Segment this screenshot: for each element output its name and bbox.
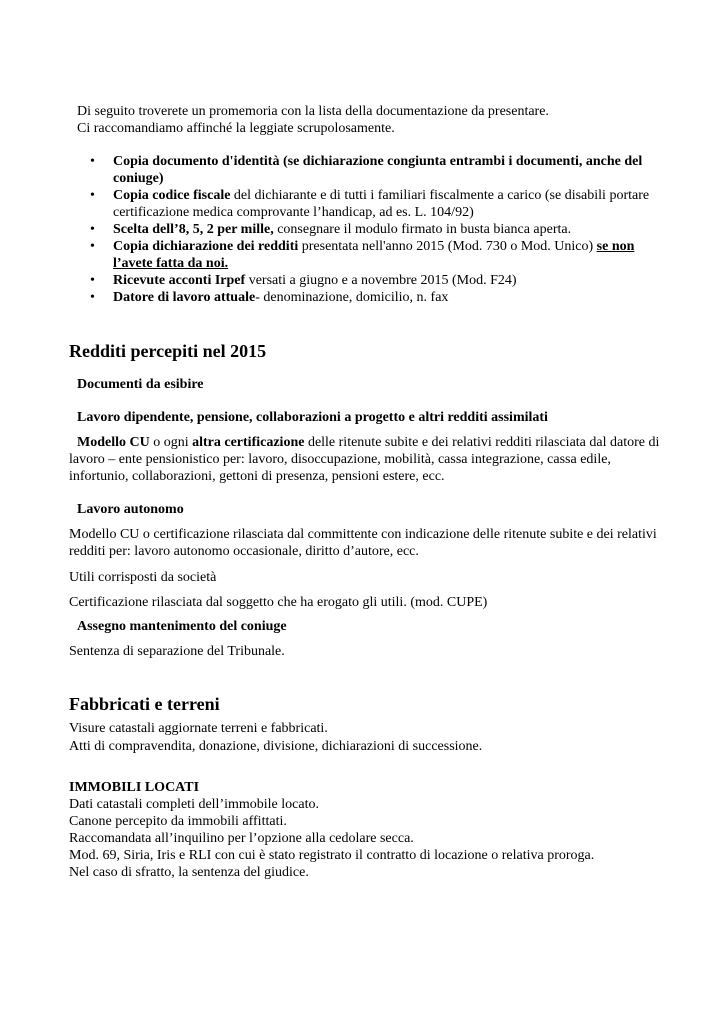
autonomo-paragraph: Modello CU o certificazione rilasciata dal committente con indicazione delle ritenute subite e dei relativi redditi per: lavoro autonomo occasionale, diritto d’autore, ecc. <box>69 527 657 559</box>
list-item <box>77 272 657 289</box>
list-item <box>77 238 657 272</box>
bullet-icon: • <box>90 239 95 254</box>
documenti-subheading: Documenti da esibire <box>77 377 204 392</box>
utili-cert-line: Certificazione rilasciata dal soggetto che ha erogato gli utili. (mod. CUPE) <box>69 595 488 610</box>
modello-cu-paragraph <box>69 434 669 485</box>
list-item <box>77 153 657 187</box>
immobili-line: Canone percepito da immobili affittati. <box>69 814 287 829</box>
documents-list <box>77 153 657 306</box>
item-bold: Ricevute acconti Irpef <box>113 273 246 288</box>
item-text: del dichiarante e di tutti i familiari fiscalmente a carico (se disabili portare certificazione medica comprovante l’handicap, ad es. L. 104/92) <box>113 188 650 220</box>
item-bold: Copia dichiarazione dei redditi <box>113 239 299 254</box>
item-bold: Scelta dell’8, 5, 2 per mille, <box>113 222 274 237</box>
assegno-subheading: Assegno mantenimento del coniuge <box>77 619 287 634</box>
item-text: versati a giugno e a novembre 2015 (Mod. F24) <box>245 273 517 288</box>
immobili-line: Mod. 69, Siria, Iris e RLI con cui è stato registrato il contratto di locazione o relativa proroga. <box>69 848 595 863</box>
redditi-heading: Redditi percepiti nel 2015 <box>69 341 267 361</box>
item-text: - denominazione, domicilio, n. fax <box>255 290 449 305</box>
bullet-icon: • <box>90 222 95 237</box>
bullet-icon: • <box>90 273 95 288</box>
fabbricati-line-2: Atti di compravendita, donazione, divisione, dichiarazioni di successione. <box>69 739 483 754</box>
lavoro-dipendente-subheading: Lavoro dipendente, pensione, collaborazioni a progetto e altri redditi assimilati <box>77 410 548 425</box>
immobili-heading: IMMOBILI LOCATI <box>69 780 200 795</box>
intro-block <box>77 103 677 137</box>
intro-line-2: Ci raccomandiamo affinché la leggiate scrupolosamente. <box>77 121 395 136</box>
list-item <box>77 187 657 221</box>
immobili-line: Dati catastali completi dell’immobile locato. <box>69 797 319 812</box>
cu-bold-1: Modello CU <box>77 435 150 450</box>
cu-bold-2: altra certificazione <box>192 435 305 450</box>
item-bold: Copia documento d'identità (se dichiarazione congiunta entrambi i documenti, anche del coniuge) <box>113 154 643 186</box>
item-bold: Copia codice fiscale <box>113 188 231 203</box>
item-text: consegnare il modulo firmato in busta bianca aperta. <box>273 222 572 237</box>
immobili-line: Raccomandata all’inquilino per l’opzione alla cedolare secca. <box>69 831 414 846</box>
item-underline: se non l’avete fatta da noi. <box>113 239 635 271</box>
cu-text-2: delle ritenute subite e dei relativi redditi rilasciata dal datore di lavoro – ente pensionistico per: lavoro, disoccupazione, mobilità, cassa integrazione, cassa edile, infortunio, collaborazioni, gettoni di presenza, pensioni estere, ecc. <box>69 435 660 484</box>
lavoro-autonomo-subheading: Lavoro autonomo <box>77 502 184 517</box>
intro-line-1: Di seguito troverete un promemoria con la lista della documentazione da presentare. <box>77 104 549 119</box>
bullet-icon: • <box>90 188 95 203</box>
item-bold: Datore di lavoro attuale <box>113 290 256 305</box>
bullet-icon: • <box>90 290 95 305</box>
bullet-icon: • <box>90 154 95 169</box>
fabbricati-line-1: Visure catastali aggiornate terreni e fabbricati. <box>69 721 328 736</box>
list-item <box>77 289 657 306</box>
list-item <box>77 221 657 238</box>
fabbricati-heading: Fabbricati e terreni <box>69 694 220 714</box>
utili-line: Utili corrisposti da società <box>69 570 217 585</box>
cu-text-1: o ogni <box>149 435 193 450</box>
item-text: presentata nell'anno 2015 (Mod. 730 o Mod. Unico) <box>298 239 597 254</box>
sentenza-line: Sentenza di separazione del Tribunale. <box>69 644 285 659</box>
immobili-line: Nel caso di sfratto, la sentenza del giudice. <box>69 865 309 880</box>
